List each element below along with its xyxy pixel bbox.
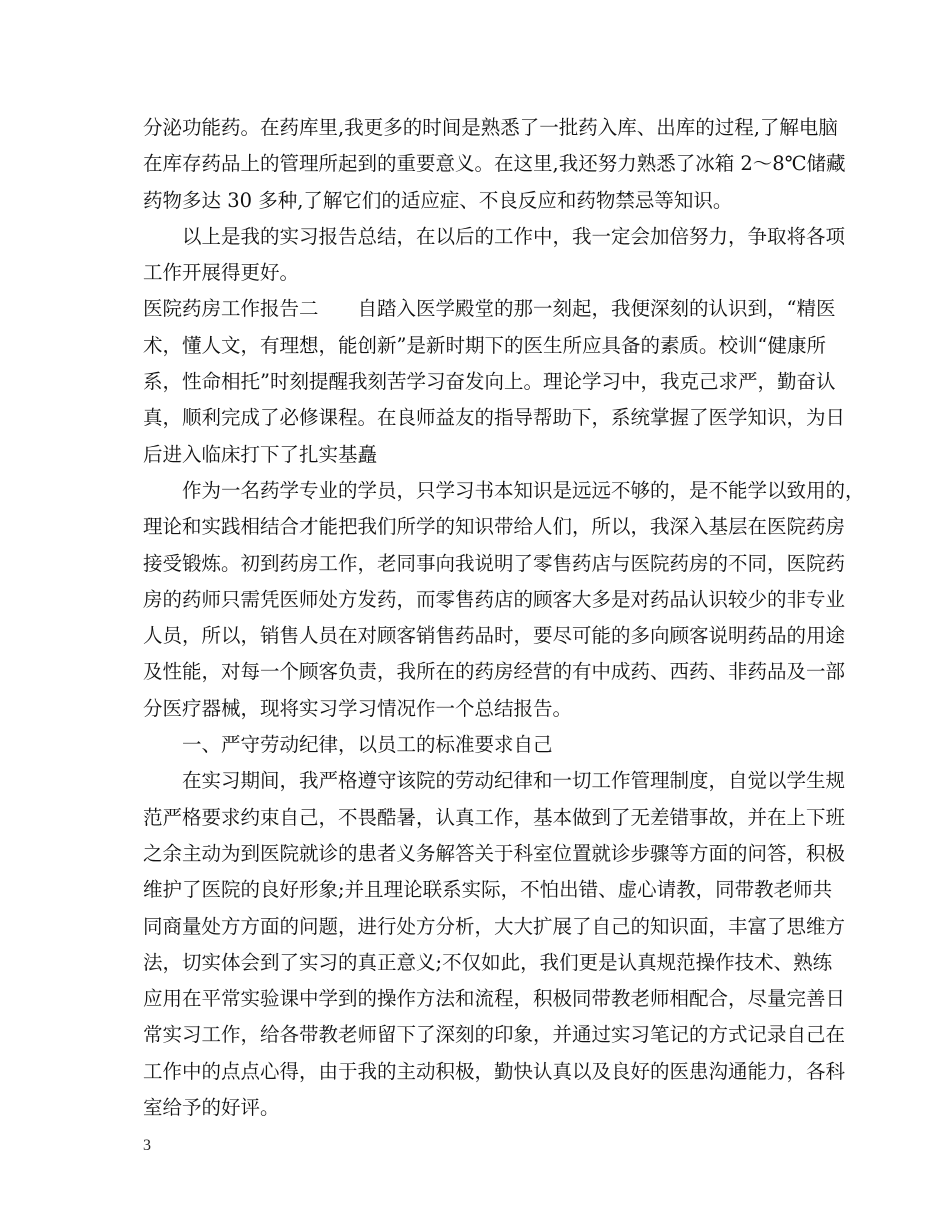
text-line: 作为一名药学专业的学员，只学习书本知识是远远不够的，是不能学以致用的， [182, 478, 865, 502]
text-line: 房的药师只需凭医师处方发药，而零售药店的顾客大多是对药品认识较少的非专业 [143, 587, 846, 611]
text-line: 室给予的好评。 [143, 1096, 280, 1120]
text-line: 医院药房工作报告二 自踏入医学殿堂的那一刻起，我便深刻的认识到，“精医 [143, 297, 836, 321]
page-number: 3 [143, 1137, 151, 1154]
text-line: 及性能，对每一个顾客负责，我所在的药房经营的有中成药、西药、非药品及一部 [143, 660, 846, 684]
text-line: 在实习期间，我严格遵守该院的劳动纪律和一切工作管理制度，自觉以学生规 [182, 769, 846, 793]
text-line: 之余主动为到医院就诊的患者义务解答关于科室位置就诊步骤等方面的问答，积极 [143, 841, 846, 865]
text-line: 人员，所以，销售人员在对顾客销售药品时，要尽可能的多向顾客说明药品的用途 [143, 624, 846, 648]
text-line: 维护了医院的良好形象;并且理论联系实际，不怕出错、虚心请教，同带教老师共 [143, 878, 833, 902]
text-line: 分泌功能药。在药库里,我更多的时间是熟悉了一批药入库、出库的过程,了解电脑 [143, 116, 838, 139]
text-line: 真，顺利完成了必修课程。在良师益友的指导帮助下，系统掌握了医学知识，为日 [143, 406, 846, 430]
text-line: 工作开展得更好。 [143, 261, 300, 285]
text-line: 药物多达 30 多种,了解它们的适应症、不良反应和药物禁忌等知识。 [143, 188, 733, 212]
text-line: 工作中的点点心得，由于我的主动积极，勤快认真以及良好的医患沟通能力，各科 [143, 1059, 846, 1083]
text-line: 以上是我的实习报告总结，在以后的工作中，我一定会加倍努力，争取将各项 [182, 224, 846, 248]
text-line: 在库存药品上的管理所起到的重要意义。在这里,我还努力熟悉了冰箱 2～8℃储藏 [143, 152, 846, 176]
document-body [143, 110, 865, 1126]
text-line: 同商量处方方面的问题，进行处方分析，大大扩展了自己的知识面，丰富了思维方 [143, 914, 846, 938]
text-line: 后进入临床打下了扎实基矗 [143, 442, 378, 466]
text-line: 接受锻炼。初到药房工作，老同事向我说明了零售药店与医院药房的不同，医院药 [143, 551, 846, 575]
text-line: 范严格要求约束自己，不畏酷暑，认真工作，基本做到了无差错事故，并在上下班 [143, 805, 846, 829]
text-line: 分医疗器械，现将实习学习情况作一个总结报告。 [143, 696, 573, 720]
text-line: 法，切实体会到了实习的真正意义;不仅如此，我们更是认真规范操作技术、熟练 [143, 950, 833, 974]
section-heading: 一、严守劳动纪律，以员工的标准要求自己 [182, 733, 553, 757]
text-line: 系，性命相托”时刻提醒我刻苦学习奋发向上。理论学习中，我克己求严，勤奋认 [143, 370, 836, 394]
text-line: 术，懂人文，有理想，能创新”是新时期下的医生所应具备的素质。校训“健康所 [143, 333, 826, 357]
text-line: 应用在平常实验课中学到的操作方法和流程，积极同带教老师相配合，尽量完善日 [143, 987, 846, 1011]
text-line: 常实习工作，给各带教老师留下了深刻的印象，并通过实习笔记的方式记录自己在 [143, 1023, 846, 1047]
text-line: 理论和实践相结合才能把我们所学的知识带给人们，所以，我深入基层在医院药房 [143, 515, 846, 539]
